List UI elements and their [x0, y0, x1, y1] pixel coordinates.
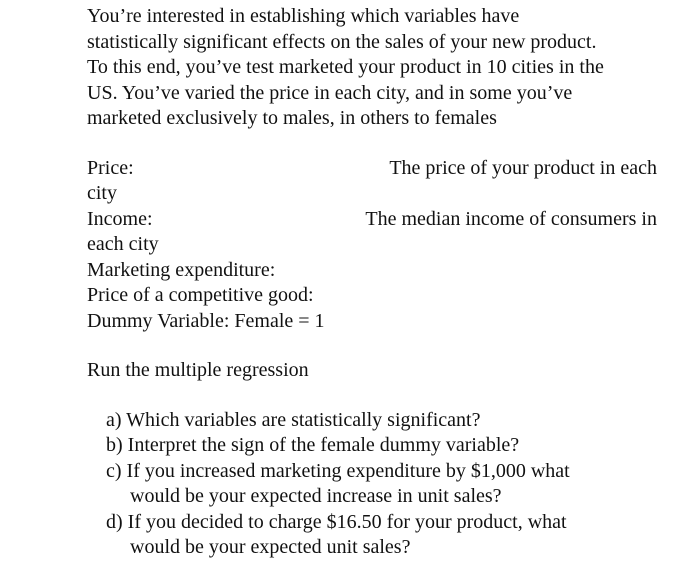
price-label: Price: [87, 156, 134, 179]
variable-list [87, 156, 657, 335]
question-d: d) If you decided to charge $16.50 for your product, what [106, 510, 567, 533]
intro-line: statistically significant effects on the sales of your new product. [87, 30, 597, 53]
spacer [87, 384, 657, 408]
price-row [87, 156, 657, 182]
price-description-continued: city [87, 182, 117, 204]
intro-paragraph [87, 4, 657, 132]
spacer [87, 132, 657, 156]
income-row [87, 207, 657, 233]
income-label: Income: [87, 207, 153, 230]
question-c-continued: would be your expected increase in unit sales? [130, 485, 502, 507]
competitive-good-price-label: Price of a competitive good: [87, 284, 314, 306]
question-a: a) Which variables are statistically significant? [106, 408, 481, 431]
intro-line: To this end, you’ve test marketed your product in 10 cities in the [87, 56, 604, 78]
intro-line: marketed exclusively to males, in others to females [87, 107, 497, 129]
income-description-continued: each city [87, 233, 159, 255]
document-page [87, 4, 657, 561]
question-d-continued: would be your expected unit sales? [130, 536, 411, 558]
income-description: The median income of consumers in [365, 207, 657, 230]
intro-line: US. You’ve varied the price in each city, and in some you’ve [87, 81, 573, 104]
spacer [87, 334, 657, 358]
marketing-expenditure-label: Marketing expenditure: [87, 258, 276, 281]
instruction: Run the multiple regression [87, 359, 309, 381]
question-b: b) Interpret the sign of the female dummy variable? [106, 434, 520, 456]
price-description: The price of your product in each [389, 156, 657, 179]
dummy-variable-label: Dummy Variable: Female = 1 [87, 309, 325, 332]
question-list [106, 408, 657, 561]
intro-line: You’re interested in establishing which variables have [87, 5, 520, 27]
question-c: c) If you increased marketing expenditure by $1,000 what [106, 459, 570, 482]
